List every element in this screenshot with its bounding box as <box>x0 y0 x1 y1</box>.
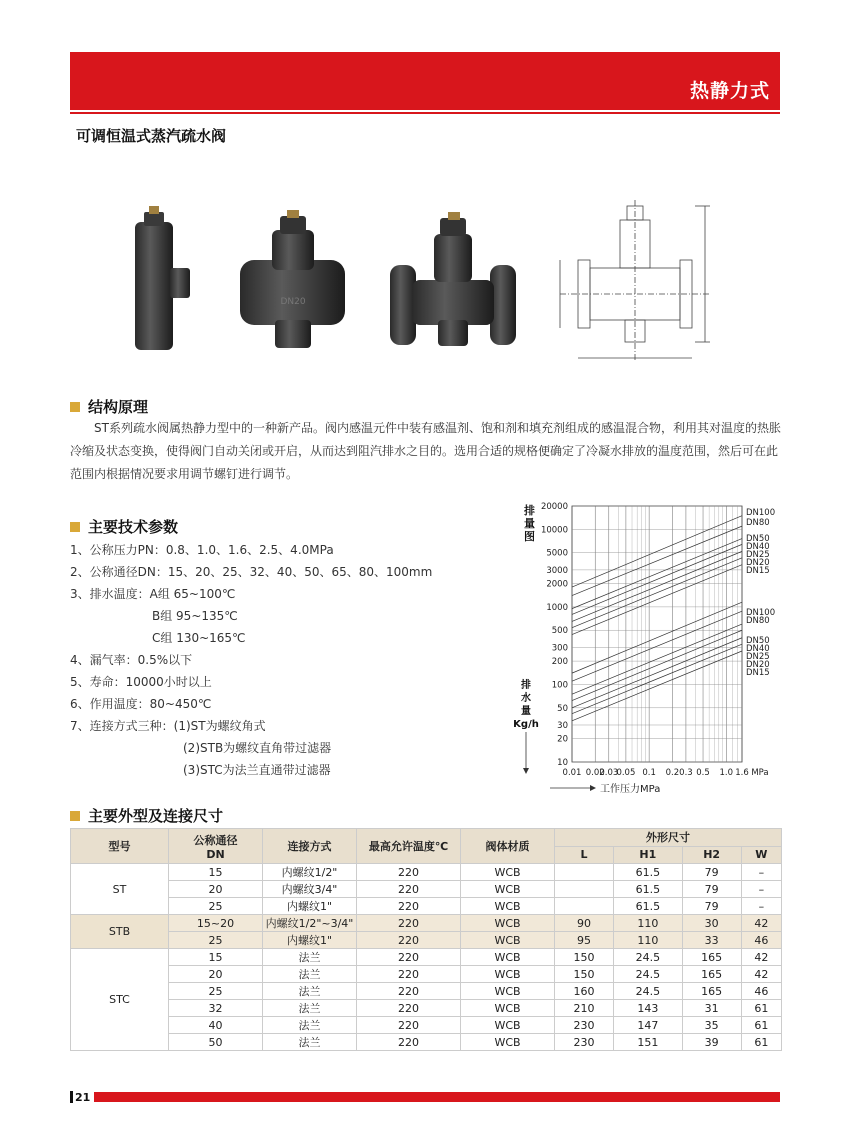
legend-label-upper: DN100 <box>746 508 776 518</box>
legend-label-upper: DN25 <box>746 550 770 560</box>
table-cell: 24.5 <box>614 966 683 983</box>
table-cell: 220 <box>357 983 461 1000</box>
table-cell: 220 <box>357 898 461 915</box>
series-line-dn20-lower <box>572 644 742 713</box>
x-tick-label: 0.5 <box>696 768 710 778</box>
y-tick-label: 200 <box>551 657 568 668</box>
table-cell: 143 <box>614 1000 683 1017</box>
x-tick-label: 0.3 <box>679 768 693 778</box>
table-cell: 法兰 <box>263 966 357 983</box>
section-bullet <box>70 402 80 412</box>
spec-line: (3)STC为法兰直通带过滤器 <box>183 763 331 777</box>
table-row <box>71 983 782 1000</box>
series-line-dn50-upper <box>572 539 742 609</box>
table-cell: 220 <box>357 864 461 881</box>
xlabel-arrowhead <box>590 785 596 791</box>
spec-line: (2)STB为螺纹直角带过滤器 <box>183 741 332 755</box>
table-cell: 210 <box>555 1000 614 1017</box>
legend-label-lower: DN100 <box>746 608 776 618</box>
table-cell: 110 <box>614 932 683 949</box>
table-row <box>71 1000 782 1017</box>
section-title-text: 结构原理 <box>88 398 149 416</box>
table-row <box>71 864 782 881</box>
plot-frame <box>572 506 742 762</box>
series-line-dn15-upper <box>572 565 742 635</box>
spec-line: B组 95~135℃ <box>152 609 238 623</box>
header-dn-line2: DN <box>206 847 225 861</box>
table-cell: 24.5 <box>614 949 683 966</box>
series-line-dn25-upper <box>572 551 742 621</box>
principle-paragraph: ST系列疏水阀属热静力型中的一种新产品。阀内感温元件中装有感温剂、饱和剂和填充剂组成的感温混合物，利用其对温度的热胀冷缩及状态变换，使得阀门自动关闭或开启，从而达到阻汽排水之目的。选用合适的规格便确定了冷凝水排放的温度范围，然后可在此范围内根据情况要求用调节螺钉进行调节。 <box>70 421 781 481</box>
table-cell: 15 <box>169 949 263 966</box>
table-cell: 42 <box>741 966 781 983</box>
series-line-dn15-lower <box>572 651 742 721</box>
y-tick-label: 3000 <box>546 565 568 576</box>
table-cell: 法兰 <box>263 1000 357 1017</box>
section-title-text: 主要外型及连接尺寸 <box>88 807 224 825</box>
table-cell: 220 <box>357 1017 461 1034</box>
header-category: 热静力式 <box>689 80 770 102</box>
table-row <box>71 932 782 949</box>
table-cell: 150 <box>555 966 614 983</box>
table-row <box>71 1017 782 1034</box>
section-bullet <box>70 811 80 821</box>
table-cell: 内螺纹1/2" <box>263 864 357 881</box>
y-tick-label: 1000 <box>546 602 568 613</box>
legend-label-lower: DN15 <box>746 668 770 678</box>
header-model: 型号 <box>71 829 169 864</box>
y-tick-label: 20 <box>557 734 568 745</box>
capacity-chart <box>510 498 790 798</box>
table-cell: – <box>741 881 781 898</box>
table-cell: 230 <box>555 1034 614 1051</box>
y-tick-label: 10000 <box>540 525 568 536</box>
x-tick-label: 0.05 <box>616 768 636 778</box>
table-cell: 165 <box>682 949 741 966</box>
table-cell: 165 <box>682 983 741 1000</box>
x-tick-label: 0.2 <box>665 768 680 778</box>
table-cell: 61.5 <box>614 881 683 898</box>
table-cell: 31 <box>682 1000 741 1017</box>
series-line-dn50-lower <box>572 624 742 694</box>
product-title: 可调恒温式蒸汽疏水阀 <box>76 127 227 145</box>
table-cell: WCB <box>461 915 555 932</box>
header-dn <box>169 829 263 864</box>
header-max-temp: 最高允许温度℃ <box>357 829 461 864</box>
ylabel-arrowhead <box>523 768 529 774</box>
table-cell: WCB <box>461 1000 555 1017</box>
table-cell: – <box>741 898 781 915</box>
table-cell: 61.5 <box>614 864 683 881</box>
table-cell: WCB <box>461 949 555 966</box>
table-cell: 95 <box>555 932 614 949</box>
table-cell: 220 <box>357 949 461 966</box>
table-cell: 35 <box>682 1017 741 1034</box>
y-tick-label: 5000 <box>546 548 568 559</box>
table-cell: 220 <box>357 1000 461 1017</box>
table-cell: 24.5 <box>614 983 683 1000</box>
table-cell: 220 <box>357 881 461 898</box>
series-line-dn80-upper <box>572 526 742 595</box>
spec-line: 2、公称通径DN：15、20、25、32、40、50、65、80、100mm <box>70 565 433 579</box>
header-material: 阀体材质 <box>461 829 555 864</box>
table-cell: 30 <box>682 915 741 932</box>
table-cell: 150 <box>555 949 614 966</box>
table-cell: 147 <box>614 1017 683 1034</box>
table-cell: 165 <box>682 966 741 983</box>
spec-line: 5、寿命：10000小时以上 <box>70 675 212 689</box>
footer-rule <box>94 1092 780 1102</box>
table-cell: 220 <box>357 915 461 932</box>
table-cell: 内螺纹1" <box>263 898 357 915</box>
model-cell: STB <box>71 915 169 949</box>
spec-line: 1、公称压力PN：0.8、1.0、1.6、2.5、4.0MPa <box>70 543 334 557</box>
table-cell: 15 <box>169 864 263 881</box>
table-row <box>71 881 782 898</box>
table-cell: 160 <box>555 983 614 1000</box>
table-cell: 46 <box>741 932 781 949</box>
series-line-dn40-lower <box>572 630 742 700</box>
page-number: 21 <box>75 1090 91 1104</box>
table-cell <box>555 881 614 898</box>
y-tick-label: 30 <box>557 720 568 731</box>
legend-label-lower: DN25 <box>746 652 770 662</box>
table-row <box>71 915 782 932</box>
table-cell: 20 <box>169 881 263 898</box>
section-title-params <box>70 516 178 537</box>
table-cell: 33 <box>682 932 741 949</box>
footer-bar <box>70 1091 780 1103</box>
dimensions-table <box>70 828 782 1051</box>
header-W: W <box>741 846 781 864</box>
legend-label-upper: DN80 <box>746 518 770 528</box>
table-cell: WCB <box>461 881 555 898</box>
table-cell: 61.5 <box>614 898 683 915</box>
table-cell: 25 <box>169 983 263 1000</box>
table-cell: 32 <box>169 1000 263 1017</box>
table-cell: 230 <box>555 1017 614 1034</box>
y-tick-label: 2000 <box>546 579 568 590</box>
legend-label-lower: DN40 <box>746 644 770 654</box>
chart-xlabel: 工作压力MPa <box>600 784 661 795</box>
table-cell: WCB <box>461 932 555 949</box>
table-cell: 220 <box>357 932 461 949</box>
table-cell: 220 <box>357 1034 461 1051</box>
header-dims: 外形尺寸 <box>555 829 782 847</box>
section-title-principle <box>70 396 148 417</box>
table-cell: 法兰 <box>263 1034 357 1051</box>
table-cell: 法兰 <box>263 983 357 1000</box>
table-cell: 25 <box>169 932 263 949</box>
table-cell: WCB <box>461 898 555 915</box>
x-tick-label: 1.0 <box>719 768 734 778</box>
y-tick-label: 20000 <box>540 502 568 512</box>
header-H1: H1 <box>614 846 683 864</box>
y-tick-label: 10 <box>557 758 568 768</box>
table-cell: 42 <box>741 949 781 966</box>
stc-valve-image <box>390 212 516 346</box>
table-row <box>71 1034 782 1051</box>
table-cell: 内螺纹1" <box>263 932 357 949</box>
product-photos <box>120 200 720 370</box>
y-tick-label: 50 <box>557 703 568 714</box>
table-cell: 61 <box>741 1034 781 1051</box>
table-cell: 内螺纹1/2"~3/4" <box>263 915 357 932</box>
table-cell: 61 <box>741 1000 781 1017</box>
legend-label-upper: DN50 <box>746 534 770 544</box>
table-cell: WCB <box>461 983 555 1000</box>
table-cell: 79 <box>682 864 741 881</box>
legend-label-upper: DN40 <box>746 542 770 552</box>
y-tick-label: 100 <box>551 680 568 691</box>
svg-text:DN20: DN20 <box>280 297 306 307</box>
section-title-text: 主要技术参数 <box>88 518 179 536</box>
y-tick-label: 500 <box>551 626 568 637</box>
footer-mark <box>70 1091 73 1103</box>
table-cell: – <box>741 864 781 881</box>
table-cell: 法兰 <box>263 949 357 966</box>
table-cell: WCB <box>461 966 555 983</box>
table-cell: 220 <box>357 966 461 983</box>
table-cell: WCB <box>461 864 555 881</box>
x-tick-label: 0.02 <box>585 768 605 778</box>
chart-title: 排量图 <box>524 504 535 543</box>
table-cell: 110 <box>614 915 683 932</box>
header-rule <box>70 112 780 114</box>
legend-label-lower: DN80 <box>746 616 770 626</box>
x-tick-label: MPa <box>751 768 769 778</box>
x-tick-label: 1.6 <box>735 768 749 778</box>
header-dn-line1: 公称通径 <box>193 833 238 847</box>
table-cell: 40 <box>169 1017 263 1034</box>
series-line-dn20-upper <box>572 558 742 628</box>
chart-ylabel: 排水量 Kg/h <box>513 680 539 730</box>
header-connection: 连接方式 <box>263 829 357 864</box>
y-tick-label: 300 <box>551 643 568 654</box>
table-cell: 90 <box>555 915 614 932</box>
legend-label-lower: DN20 <box>746 660 770 670</box>
table-cell: 79 <box>682 881 741 898</box>
header-bar <box>70 52 780 110</box>
table-cell: 151 <box>614 1034 683 1051</box>
table-row <box>71 966 782 983</box>
table-cell: 法兰 <box>263 1017 357 1034</box>
table-cell: 25 <box>169 898 263 915</box>
st-valve-image <box>135 206 190 350</box>
table-cell: WCB <box>461 1017 555 1034</box>
stb-valve-image <box>240 210 345 348</box>
spec-line: 4、漏气率：0.5%以下 <box>70 653 193 667</box>
table-cell: 39 <box>682 1034 741 1051</box>
series-line-dn40-upper <box>572 544 742 614</box>
spec-line: 3、排水温度：A组 65~100℃ <box>70 587 236 601</box>
table-cell: WCB <box>461 1034 555 1051</box>
table-cell: 46 <box>741 983 781 1000</box>
table-row <box>71 898 782 915</box>
table-cell: 79 <box>682 898 741 915</box>
section-title-dimensions <box>70 805 223 826</box>
technical-drawing <box>560 200 710 360</box>
model-cell: STC <box>71 949 169 1051</box>
x-tick-label: 0.1 <box>642 768 656 778</box>
header-H2: H2 <box>682 846 741 864</box>
x-tick-label: 0.01 <box>562 768 582 778</box>
series-line-dn100-lower <box>572 602 742 673</box>
model-cell: ST <box>71 864 169 915</box>
legend-label-lower: DN50 <box>746 636 770 646</box>
header-L: L <box>555 846 614 864</box>
legend-label-upper: DN20 <box>746 558 770 568</box>
legend-label-upper: DN15 <box>746 566 770 576</box>
table-cell: 61 <box>741 1017 781 1034</box>
x-tick-label: 0.03 <box>599 768 619 778</box>
series-line-dn25-lower <box>572 638 742 708</box>
table-cell: 20 <box>169 966 263 983</box>
series-line-dn100-upper <box>572 516 742 587</box>
table-cell: 42 <box>741 915 781 932</box>
section-bullet <box>70 522 80 532</box>
table-cell <box>555 898 614 915</box>
table-row <box>71 949 782 966</box>
spec-line: C组 130~165℃ <box>152 631 246 645</box>
table-cell: 15~20 <box>169 915 263 932</box>
spec-line: 6、作用温度：80~450℃ <box>70 697 212 711</box>
series-line-dn80-lower <box>572 611 742 681</box>
table-cell <box>555 864 614 881</box>
table-cell: 50 <box>169 1034 263 1051</box>
spec-line: 7、连接方式三种：(1)ST为螺纹角式 <box>70 719 266 733</box>
table-cell: 内螺纹3/4" <box>263 881 357 898</box>
